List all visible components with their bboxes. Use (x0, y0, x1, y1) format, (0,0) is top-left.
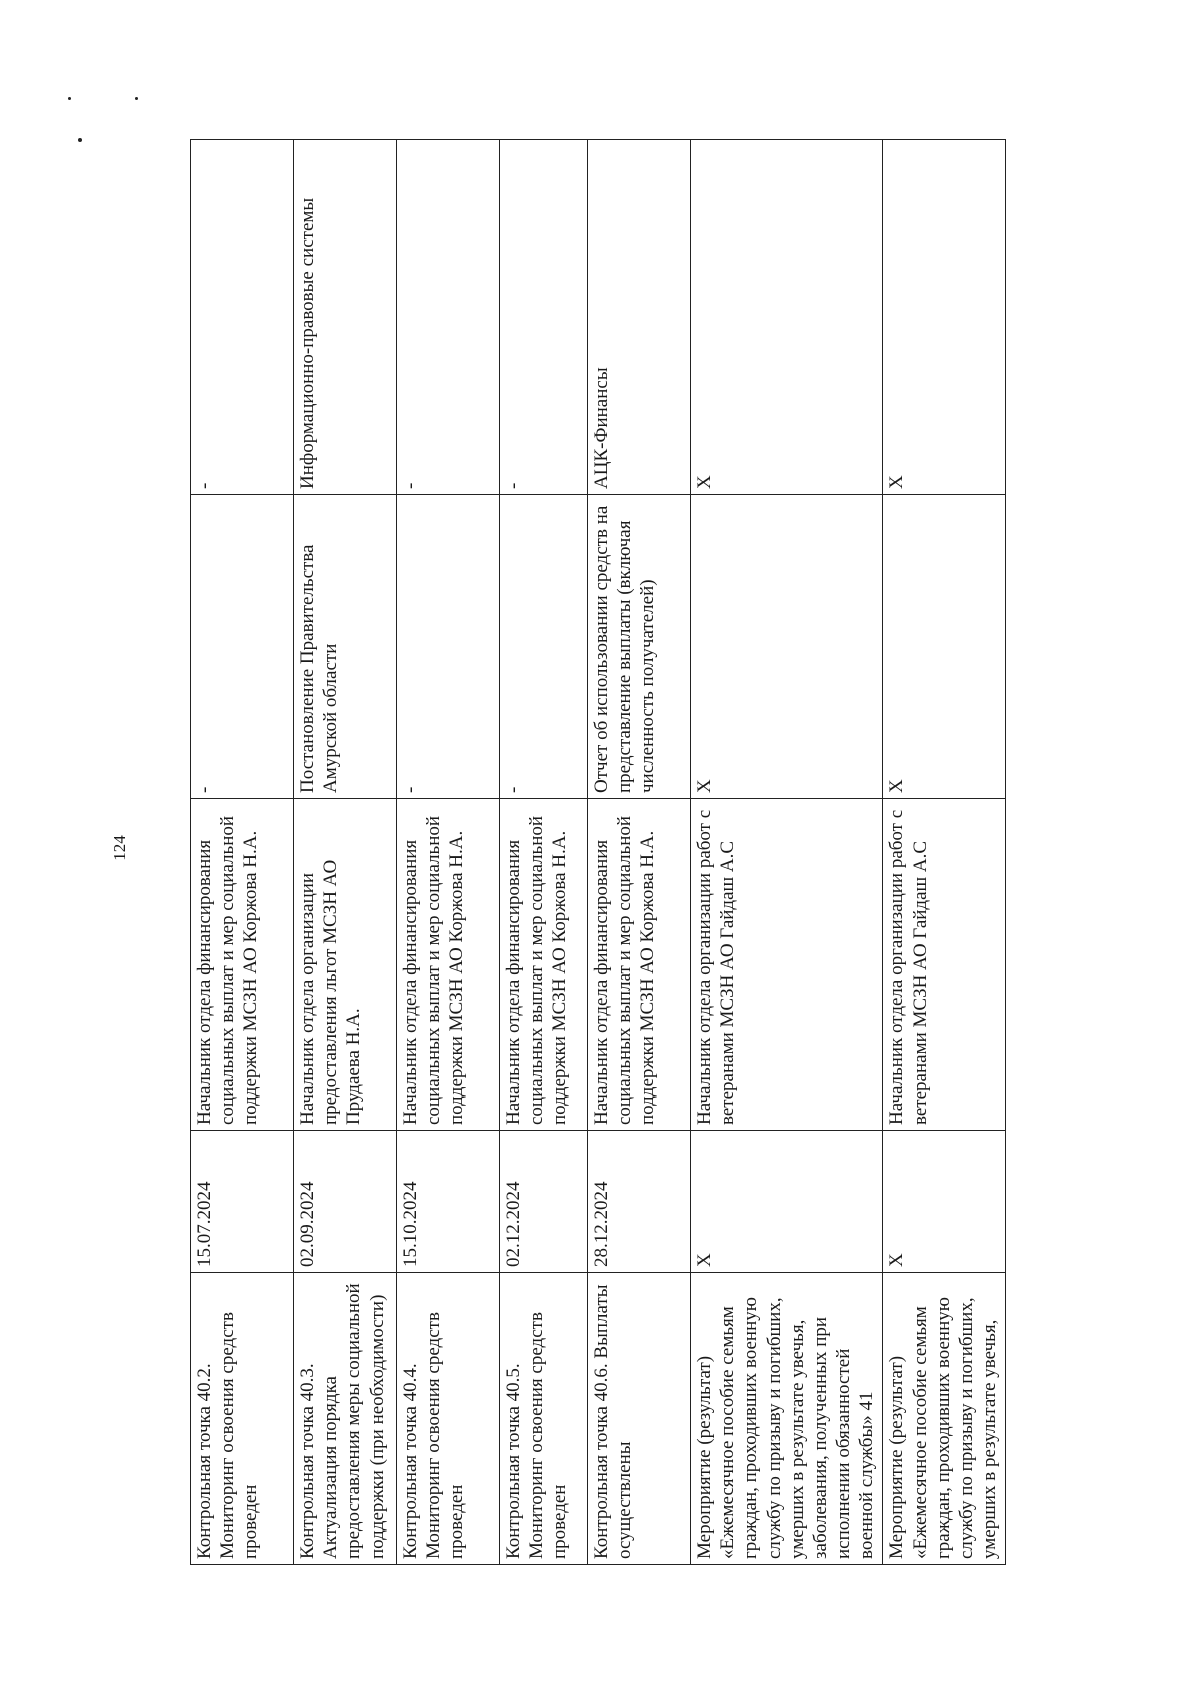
cell-system: X (883, 140, 1006, 495)
table-row (294, 140, 397, 1565)
cell-responsible: Начальник отдела организации работ с ветеранами МСЗН АО Гайдаш А.С (883, 799, 1006, 1131)
cell-document: Постановление Правительства Амурской области (294, 495, 397, 799)
scan-speck (78, 138, 82, 142)
table-row (691, 140, 883, 1565)
cell-responsible: Начальник отдела финансирования социальных выплат и мер социальной поддержки МСЗН АО Коржова Н.А. (588, 799, 691, 1131)
cell-system: - (397, 140, 500, 495)
cell-name: Контрольная точка 40.6. Выплаты осуществлены (588, 1273, 691, 1565)
cell-name: Мероприятие (результат) «Ежемесячное пособие семьям граждан, проходивших военную службу по призыву и погибших, умерших в результате увечья, заболевания, полученных при исполнении обязанностей военной службы» 41 (691, 1273, 883, 1565)
cell-name: Контрольная точка 40.5. Мониторинг освоения средств проведен (500, 1273, 588, 1565)
cell-name: Контрольная точка 40.2. Мониторинг освоения средств проведен (191, 1273, 294, 1565)
schedule-table (190, 139, 1006, 1565)
cell-document: - (397, 495, 500, 799)
cell-name: Мероприятие (результат) «Ежемесячное пособие семьям граждан, проходивших военную службу по призыву и погибших, умерших в результате увечья, (883, 1273, 1006, 1565)
cell-document: X (691, 495, 883, 799)
cell-document: Отчет об использовании средств на представление выплаты (включая численность получателей) (588, 495, 691, 799)
cell-responsible: Начальник отдела финансирования социальных выплат и мер социальной поддержки МСЗН АО Коржова Н.А. (191, 799, 294, 1131)
cell-date: 02.12.2024 (500, 1131, 588, 1273)
cell-document: - (500, 495, 588, 799)
scan-speck (135, 97, 138, 100)
cell-system: X (691, 140, 883, 495)
cell-date: 02.09.2024 (294, 1131, 397, 1273)
cell-name: Контрольная точка 40.4. Мониторинг освоения средств проведен (397, 1273, 500, 1565)
rotated-table-container (190, 140, 1090, 1565)
cell-system: Информационно-правовые системы (294, 140, 397, 495)
cell-document: X (883, 495, 1006, 799)
cell-responsible: Начальник отдела организации работ с ветеранами МСЗН АО Гайдаш А.С (691, 799, 883, 1131)
cell-date: X (883, 1131, 1006, 1273)
table-row (883, 140, 1006, 1565)
table-row (500, 140, 588, 1565)
cell-system: АЦК-Финансы (588, 140, 691, 495)
scan-speck (68, 97, 71, 100)
page-number: 124 (110, 835, 129, 861)
cell-date: X (691, 1131, 883, 1273)
cell-responsible: Начальник отдела организации предоставления льгот МСЗН АО Прудаева Н.А. (294, 799, 397, 1131)
cell-name: Контрольная точка 40.3. Актуализация порядка предоставления меры социальной поддержки (при необходимости) (294, 1273, 397, 1565)
cell-date: 15.07.2024 (191, 1131, 294, 1273)
cell-document: - (191, 495, 294, 799)
cell-date: 15.10.2024 (397, 1131, 500, 1273)
table-row (397, 140, 500, 1565)
table-row (588, 140, 691, 1565)
cell-responsible: Начальник отдела финансирования социальных выплат и мер социальной поддержки МСЗН АО Коржова Н.А. (500, 799, 588, 1131)
cell-system: - (500, 140, 588, 495)
table-row (191, 140, 294, 1565)
cell-responsible: Начальник отдела финансирования социальных выплат и мер социальной поддержки МСЗН АО Коржова Н.А. (397, 799, 500, 1131)
cell-system: - (191, 140, 294, 495)
cell-date: 28.12.2024 (588, 1131, 691, 1273)
